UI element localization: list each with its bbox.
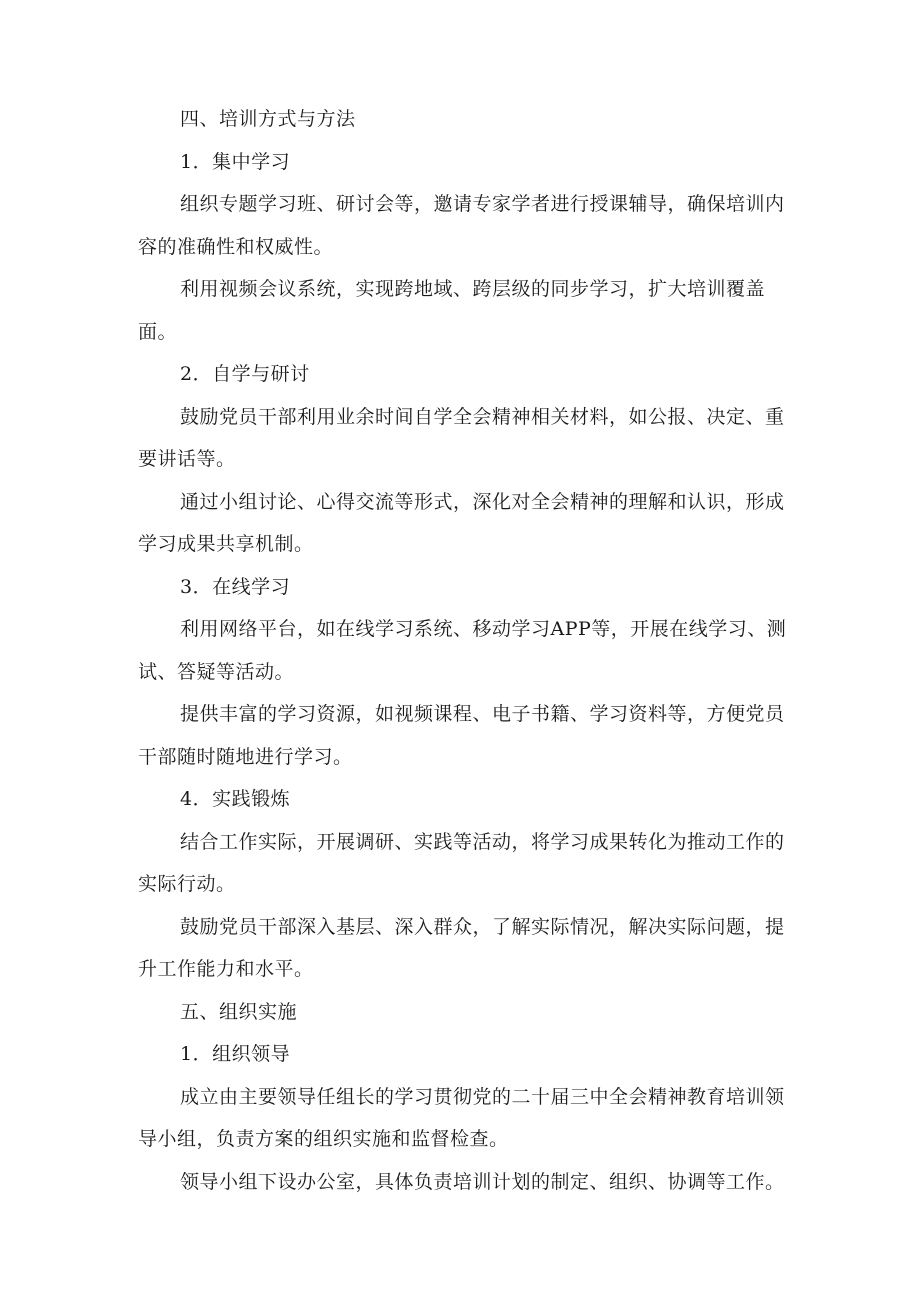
subheading-self-study: 2．自学与研讨: [180, 363, 310, 385]
paragraph: 鼓励党员干部利用业余时间自学全会精神相关材料，如公报、决定、重要讲话等。: [138, 405, 785, 470]
paragraph: 成立由主要领导任组长的学习贯彻党的二十届三中全会精神教育培训领导小组，负责方案的组织实施和监督检查。: [138, 1085, 785, 1150]
subheading-leadership: 1．组织领导: [180, 1043, 291, 1065]
paragraph: 结合工作实际，开展调研、实践等活动，将学习成果转化为推动工作的实际行动。: [138, 830, 785, 895]
paragraph: 提供丰富的学习资源，如视频课程、电子书籍、学习资料等，方便党员干部随时随地进行学习。: [138, 703, 785, 768]
section-heading-training-methods: 四、培训方式与方法: [180, 108, 356, 130]
document-body: [138, 98, 800, 1203]
paragraph: 利用视频会议系统，实现跨地域、跨层级的同步学习，扩大培训覆盖面。: [138, 278, 766, 343]
paragraph: 组织专题学习班、研讨会等，邀请专家学者进行授课辅导，确保培训内容的准确性和权威性。: [138, 193, 785, 258]
paragraph: 领导小组下设办公室，具体负责培训计划的制定、组织、协调等工作。: [180, 1170, 785, 1193]
subheading-online-study: 3．在线学习: [180, 575, 291, 598]
paragraph: 利用网络平台，如在线学习系统、移动学习APP等，开展在线学习、测试、答疑等活动。: [138, 618, 787, 683]
subheading-centralized-study: 1．集中学习: [180, 150, 291, 173]
paragraph: 鼓励党员干部深入基层、深入群众，了解实际情况，解决实际问题，提升工作能力和水平。: [138, 915, 785, 980]
paragraph: 通过小组讨论、心得交流等形式，深化对全会精神的理解和认识，形成学习成果共享机制。: [138, 490, 785, 555]
section-heading-implementation: 五、组织实施: [180, 1000, 298, 1023]
subheading-practice: 4．实践锻炼: [180, 788, 291, 810]
